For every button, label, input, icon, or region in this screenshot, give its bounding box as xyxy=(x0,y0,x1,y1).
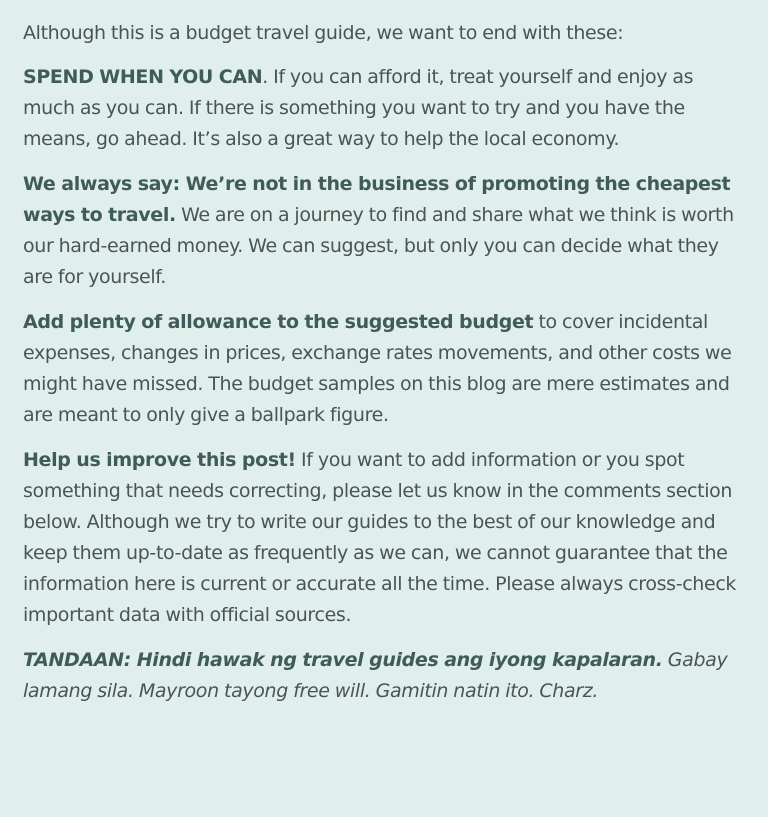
business-lead: We always say: We’re not in the business of promoting the cheapest ways to travel. xyxy=(23,173,731,226)
business-body: We are on a journey to find and share what we think is worth our hard-earned money. We can suggest, but only you can decide what they are for yourself. xyxy=(23,204,734,288)
allowance-body: to cover incidental expenses, changes in prices, exchange rates movements, and other costs we might have missed. The budget samples on this blog are mere estimates and are meant to only give a ballpark figure. xyxy=(23,311,732,426)
tandaan-body: Gabay lamang sila. Mayroon tayong free will. Gamitin natin ito. Charz. xyxy=(23,649,728,702)
tandaan-lead: TANDAAN: Hindi hawak ng travel guides ang iyong kapalaran. xyxy=(23,649,663,671)
allowance-paragraph xyxy=(23,307,744,431)
spend-paragraph xyxy=(23,62,744,155)
spend-body: . If you can afford it, treat yourself and enjoy as much as you can. If there is something you want to try and you have the means, go ahead. It’s also a great way to help the local economy. xyxy=(23,66,694,150)
business-paragraph xyxy=(23,169,744,293)
improve-lead: Help us improve this post! xyxy=(23,449,296,471)
improve-body: If you want to add information or you spot something that needs correcting, please let us know in the comments section below. Although we try to write our guides to the best of our knowledge and keep them up-to-date as frequently as we can, we cannot guarantee that the information here is current or accurate all the time. Please always cross-check important data with official sources. xyxy=(23,449,737,626)
tandaan-note xyxy=(23,645,744,707)
spend-lead: SPEND WHEN YOU CAN xyxy=(23,66,263,88)
intro-paragraph: Although this is a budget travel guide, we want to end with these: xyxy=(23,22,624,44)
improve-paragraph xyxy=(23,445,744,631)
allowance-lead: Add plenty of allowance to the suggested budget xyxy=(23,311,534,333)
